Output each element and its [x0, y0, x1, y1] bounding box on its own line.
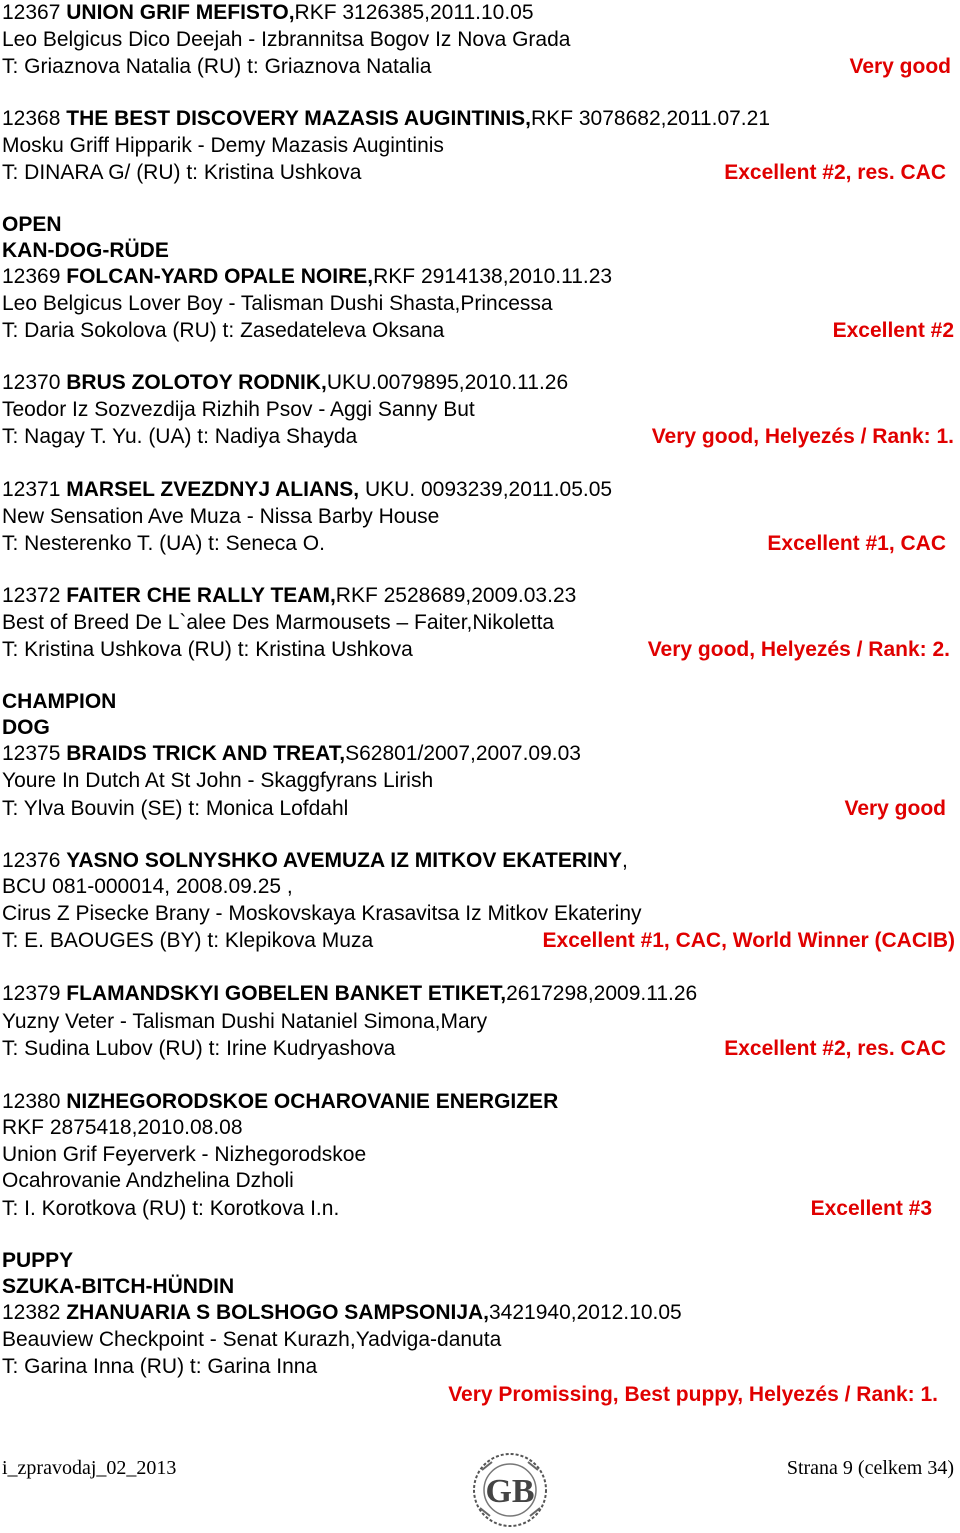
entry-parents: Youre In Dutch At St John - Skaggfyrans Lirish: [2, 769, 434, 792]
entry-title: 12367 UNION GRIF MEFISTO,RKF 3126385,2011.10.05: [2, 1, 534, 24]
entry-result: Very good: [849, 55, 951, 78]
entry-registration: BCU 081-000014, 2008.09.25 ,: [2, 875, 293, 898]
entry-result: Excellent #1, CAC: [767, 532, 946, 555]
section-subheading: SZUKA-BITCH-HÜNDIN: [2, 1275, 235, 1298]
section-heading: CHAMPION: [2, 690, 117, 713]
entry-owner: T: Nagay T. Yu. (UA) t: Nadiya Shayda: [2, 425, 358, 448]
entry-result: Very good, Helyezés / Rank: 2.: [647, 638, 950, 661]
entry-title: 12376 YASNO SOLNYSHKO AVEMUZA IZ MITKOV EKATERINY,: [2, 849, 628, 872]
entry-parents: Leo Belgicus Lover Boy - Talisman Dushi Shasta,Princessa: [2, 292, 553, 315]
entry-title: 12369 FOLCAN-YARD OPALE NOIRE,RKF 2914138,2010.11.23: [2, 265, 613, 288]
entry-parents: Yuzny Veter - Talisman Dushi Nataniel Simona,Mary: [2, 1010, 488, 1033]
entry-title: 12382 ZHANUARIA S BOLSHOGO SAMPSONIJA,3421940,2012.10.05: [2, 1301, 682, 1324]
entry-owner: T: E. BAOUGES (BY) t: Klepikova Muza: [2, 929, 374, 952]
entry-result: Very good: [844, 797, 946, 820]
entry-owner: T: Garina Inna (RU) t: Garina Inna: [2, 1355, 318, 1378]
seal-letters: GB: [485, 1473, 535, 1510]
entry-result: Excellent #2, res. CAC: [724, 1037, 946, 1060]
entry-title: 12380 NIZHEGORODSKOE OCHAROVANIE ENERGIZER: [2, 1090, 559, 1113]
entry-parents: Teodor Iz Sozvezdija Rizhih Psov - Aggi Sanny But: [2, 398, 475, 421]
entry-parents: Beauview Checkpoint - Senat Kurazh,Yadviga-danuta: [2, 1328, 502, 1351]
entry-owner: T: DINARA G/ (RU) t: Kristina Ushkova: [2, 161, 362, 184]
entry-owner: T: Ylva Bouvin (SE) t: Monica Lofdahl: [2, 797, 349, 820]
entry-title: 12368 THE BEST DISCOVERY MAZASIS AUGINTINIS,RKF 3078682,2011.07.21: [2, 107, 770, 130]
entry-result: Excellent #1, CAC, World Winner (CACIB): [542, 929, 955, 952]
entry-title: 12370 BRUS ZOLOTOY RODNIK,UKU.0079895,2010.11.26: [2, 371, 569, 394]
entry-result: Very Promissing, Best puppy, Helyezés / Rank: 1.: [448, 1383, 938, 1406]
entry-owner: T: Sudina Lubov (RU) t: Irine Kudryashova: [2, 1037, 396, 1060]
entry-parents: New Sensation Ave Muza - Nissa Barby House: [2, 505, 440, 528]
entry-title: 12379 FLAMANDSKYI GOBELEN BANKET ETIKET,2617298,2009.11.26: [2, 982, 698, 1005]
entry-parents: Cirus Z Pisecke Brany - Moskovskaya Krasavitsa Iz Mitkov Ekateriny: [2, 902, 642, 925]
entry-parents: Mosku Griff Hipparik - Demy Mazasis Augintinis: [2, 134, 444, 157]
section-heading: OPEN: [2, 213, 62, 236]
entry-title: 12375 BRAIDS TRICK AND TREAT,S62801/2007,2007.09.03: [2, 742, 581, 765]
entry-result: Excellent #2, res. CAC: [724, 161, 946, 184]
entry-owner: T: I. Korotkova (RU) t: Korotkova I.n.: [2, 1197, 340, 1220]
entry-result: Very good, Helyezés / Rank: 1.: [651, 425, 954, 448]
entry-result: Excellent #3: [810, 1197, 932, 1220]
entry-parents: Union Grif Feyerverk - Nizhegorodskoe: [2, 1143, 367, 1166]
section-heading: PUPPY: [2, 1249, 74, 1272]
entry-title: 12371 MARSEL ZVEZDNYJ ALIANS, UKU. 0093239,2011.05.05: [2, 478, 613, 501]
entry-parents: Leo Belgicus Dico Deejah - Izbrannitsa Bogov Iz Nova Grada: [2, 28, 571, 51]
entry-parents-cont: Ocahrovanie Andzhelina Dzholi: [2, 1169, 294, 1192]
entry-title: 12372 FAITER CHE RALLY TEAM,RKF 2528689,2009.03.23: [2, 584, 577, 607]
section-subheading: KAN-DOG-RÜDE: [2, 239, 169, 262]
entry-owner: T: Kristina Ushkova (RU) t: Kristina Ushkova: [2, 638, 413, 661]
entry-owner: T: Daria Sokolova (RU) t: Zasedateleva Oksana: [2, 319, 445, 342]
club-seal-logo: [462, 1450, 558, 1528]
entry-registration: RKF 2875418,2010.08.08: [2, 1116, 243, 1139]
section-subheading: DOG: [2, 716, 50, 739]
footer-document-name: i_zpravodaj_02_2013: [2, 1457, 177, 1479]
entry-owner: T: Nesterenko T. (UA) t: Seneca O.: [2, 532, 325, 555]
entry-result: Excellent #2: [832, 319, 954, 342]
entry-owner: T: Griaznova Natalia (RU) t: Griaznova Natalia: [2, 55, 432, 78]
footer-page-number: Strana 9 (celkem 34): [786, 1457, 954, 1479]
entry-parents: Best of Breed De L`alee Des Marmousets – Faiter,Nikoletta: [2, 611, 555, 634]
